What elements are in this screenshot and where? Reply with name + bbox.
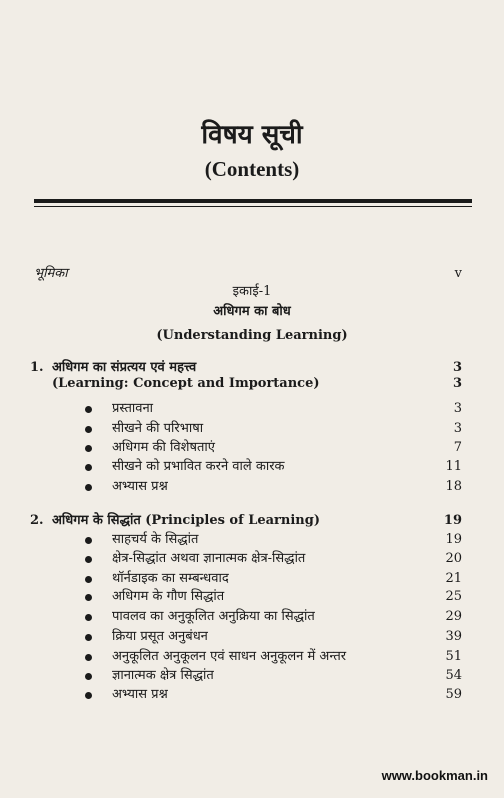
preface-page: v — [454, 266, 462, 281]
watermark-text: www.bookman.in — [381, 768, 488, 783]
page-heading — [0, 118, 504, 184]
bullet-icon — [85, 594, 92, 601]
preface-row[interactable] — [0, 264, 504, 284]
unit-title-english: (Understanding Learning) — [156, 328, 348, 343]
preface-label: भूमिका — [34, 266, 68, 281]
section-2-number: 2. — [30, 513, 44, 528]
bullet-icon — [85, 426, 92, 433]
title-english: (Contents) — [204, 157, 300, 181]
bullet-icon — [85, 576, 92, 583]
section-2-heading[interactable] — [0, 511, 504, 531]
section-2-title: अधिगम के सिद्धांत (Principles of Learning) — [52, 513, 320, 528]
section-1-page: 3 — [452, 360, 462, 375]
bullet-icon — [85, 673, 92, 680]
section-1-title: अधिगम का संप्रत्यय एवं महत्त्व — [52, 360, 197, 375]
list-item[interactable]: अभ्यास प्रश्न 59 — [0, 685, 504, 705]
list-item[interactable]: सीखने की परिभाषा 3 — [0, 419, 504, 439]
bullet-icon — [85, 654, 92, 661]
section-2-page: 19 — [443, 513, 462, 528]
section-1-subtitle-row[interactable] — [0, 374, 504, 394]
list-item[interactable]: प्रस्तावना 3 — [0, 399, 504, 419]
list-item[interactable]: थॉर्नडाइक का सम्बन्धवाद 21 — [0, 569, 504, 589]
list-item[interactable]: क्षेत्र-सिद्धांत अथवा ज्ञानात्मक क्षेत्र-सिद्धांत 20 — [0, 549, 504, 569]
section-1-subtitle: (Learning: Concept and Importance) — [52, 376, 320, 391]
section-1-subtitle-page: 3 — [452, 376, 462, 391]
unit-name: इकाई-1 — [232, 284, 272, 299]
heading-rule-thin — [34, 206, 472, 207]
list-item[interactable]: क्रिया प्रसूत अनुबंधन 39 — [0, 627, 504, 647]
bullet-icon — [85, 692, 92, 699]
bullet-icon — [85, 556, 92, 563]
list-item[interactable]: अभ्यास प्रश्न 18 — [0, 477, 504, 497]
section-1-number: 1. — [30, 360, 44, 375]
bullet-icon — [85, 484, 92, 491]
title-hindi: विषय सूची — [201, 120, 303, 150]
list-item[interactable]: अधिगम के गौण सिद्धांत 25 — [0, 587, 504, 607]
bullet-icon — [85, 614, 92, 621]
list-item[interactable]: अधिगम की विशेषताएं 7 — [0, 438, 504, 458]
list-item[interactable]: अनुकूलित अनुकूलन एवं साधन अनुकूलन में अन्तर 51 — [0, 647, 504, 667]
list-item[interactable]: सीखने को प्रभावित करने वाले कारक 11 — [0, 457, 504, 477]
heading-rule-thick — [34, 199, 472, 203]
list-item[interactable]: ज्ञानात्मक क्षेत्र सिद्धांत 54 — [0, 666, 504, 686]
unit-title-hindi: अधिगम का बोध — [213, 304, 291, 319]
list-item[interactable]: साहचर्य के सिद्धांत 19 — [0, 530, 504, 550]
bullet-icon — [85, 634, 92, 641]
bullet-icon — [85, 406, 92, 413]
bullet-icon — [85, 464, 92, 471]
list-item[interactable]: पावलव का अनुकूलित अनुक्रिया का सिद्धांत 29 — [0, 607, 504, 627]
bullet-icon — [85, 537, 92, 544]
bullet-icon — [85, 445, 92, 452]
